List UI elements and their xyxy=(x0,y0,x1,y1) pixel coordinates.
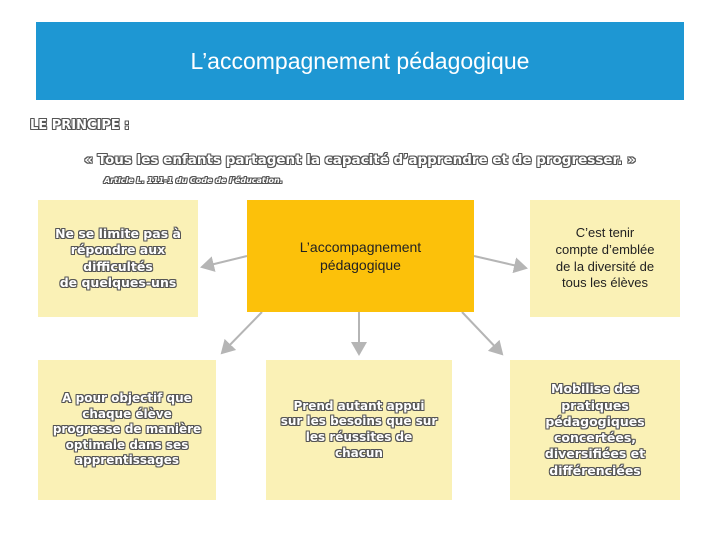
box-bottom-middle-text: Prend autant appui sur les besoins que sur les réussites de chacun xyxy=(280,398,438,460)
principle-quote: « Tous les enfants partagent la capacité d’apprendre et de progresser. » xyxy=(84,152,636,168)
arrow-to-top-left xyxy=(202,256,247,267)
box-bottom-right-text: Mobilise des pratiques pédagogiques concertées, diversifiées et différenciées xyxy=(544,381,646,478)
box-top-left-text: Ne se limite pas à répondre aux difficultés de quelques-uns xyxy=(55,226,181,290)
box-top-left xyxy=(38,200,198,317)
box-top-right-text: C’est tenir compte d’emblée de la diversité de tous les élèves xyxy=(555,224,655,291)
box-bottom-left-text: A pour objectif que chaque élève progresse de manière optimale dans ses apprentissages xyxy=(52,391,202,468)
principle-label: LE PRINCIPE : xyxy=(30,118,130,133)
box-bottom-right xyxy=(510,360,680,500)
center-box xyxy=(247,200,474,312)
arrow-to-top-right xyxy=(474,256,526,268)
citation: Article L. 111-1 du Code de l’éducation. xyxy=(104,176,283,185)
arrow-to-bottom-left xyxy=(222,312,262,353)
box-top-right xyxy=(530,200,680,317)
box-bottom-left xyxy=(38,360,216,500)
box-bottom-middle xyxy=(266,360,452,500)
arrow-to-bottom-right xyxy=(462,312,502,354)
center-box-text: L’accompagnement pédagogique xyxy=(299,238,422,273)
page-title: L’accompagnement pédagogique xyxy=(190,47,530,74)
